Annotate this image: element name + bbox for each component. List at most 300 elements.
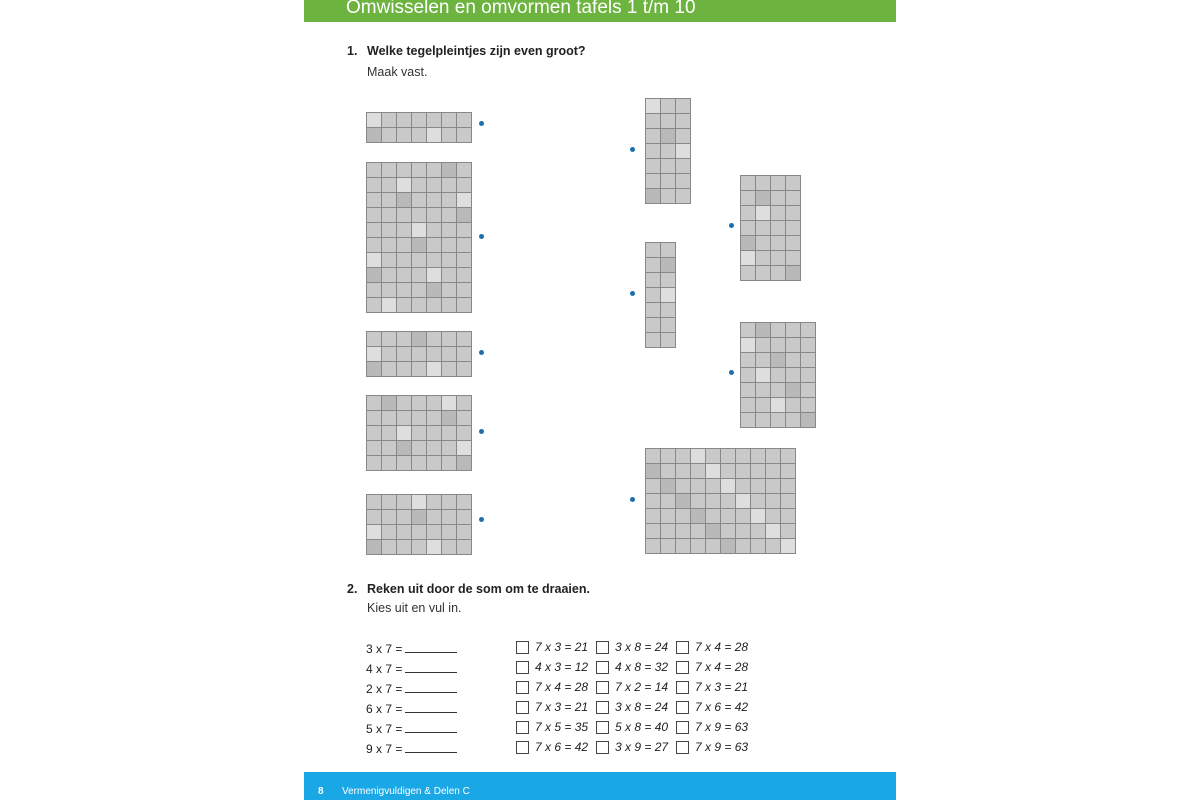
- tile: [756, 266, 770, 280]
- tile: [457, 332, 471, 346]
- tile: [756, 206, 770, 220]
- tile: [427, 113, 441, 127]
- tile: [442, 495, 456, 509]
- tile: [382, 411, 396, 425]
- option-label: 5 x 8 = 40: [615, 720, 669, 734]
- option-checkbox[interactable]: [676, 641, 689, 654]
- tile: [661, 189, 675, 203]
- tile: [367, 208, 381, 222]
- tile: [736, 524, 750, 538]
- page-title: Omwisselen en omvormen tafels 1 t/m 10: [346, 0, 696, 18]
- answer-blank[interactable]: [405, 722, 457, 733]
- tile: [766, 509, 780, 523]
- tile: [397, 347, 411, 361]
- answer-option[interactable]: [676, 720, 748, 734]
- tile-grid-right-4: [740, 322, 816, 428]
- answer-option[interactable]: [596, 640, 668, 654]
- tile: [646, 174, 660, 188]
- tile: [676, 464, 690, 478]
- option-checkbox[interactable]: [676, 721, 689, 734]
- tile: [367, 193, 381, 207]
- tile: [661, 99, 675, 113]
- tile: [771, 323, 785, 337]
- tile: [367, 298, 381, 312]
- exercise-prompt-text: 9 x 7 =: [366, 742, 403, 756]
- answer-option[interactable]: [596, 740, 668, 754]
- tile: [706, 479, 720, 493]
- tile: [427, 193, 441, 207]
- tile: [676, 479, 690, 493]
- tile: [382, 441, 396, 455]
- exercise-prompt-text: 3 x 7 =: [366, 642, 403, 656]
- tile: [412, 540, 426, 554]
- option-checkbox[interactable]: [516, 701, 529, 714]
- answer-option[interactable]: [596, 660, 668, 674]
- tile: [442, 113, 456, 127]
- tile: [771, 353, 785, 367]
- tile: [661, 509, 675, 523]
- connect-dot-right-2[interactable]: [729, 223, 734, 228]
- exercise-prompt: [366, 702, 457, 716]
- tile: [786, 251, 800, 265]
- tile: [367, 396, 381, 410]
- option-label: 7 x 9 = 63: [695, 740, 749, 754]
- tile: [412, 113, 426, 127]
- answer-option[interactable]: [676, 740, 748, 754]
- tile: [676, 144, 690, 158]
- tile: [646, 303, 660, 317]
- answer-option[interactable]: [596, 700, 668, 714]
- tile: [676, 539, 690, 553]
- connect-dot-right-1[interactable]: [630, 147, 635, 152]
- tile: [741, 413, 755, 427]
- exercise-prompt: [366, 682, 457, 696]
- tile: [756, 251, 770, 265]
- tile: [412, 268, 426, 282]
- tile: [427, 332, 441, 346]
- tile: [397, 525, 411, 539]
- option-checkbox[interactable]: [596, 741, 609, 754]
- tile: [412, 208, 426, 222]
- answer-blank[interactable]: [405, 682, 457, 693]
- tile: [427, 495, 441, 509]
- tile: [442, 510, 456, 524]
- tile-grid-left-3: [366, 331, 472, 377]
- option-label: 7 x 5 = 35: [535, 720, 589, 734]
- tile: [457, 510, 471, 524]
- answer-option[interactable]: [516, 720, 588, 734]
- tile: [646, 243, 660, 257]
- tile: [781, 539, 795, 553]
- tile: [442, 332, 456, 346]
- tile: [427, 223, 441, 237]
- tile: [427, 441, 441, 455]
- tile: [771, 236, 785, 250]
- answer-option[interactable]: [516, 740, 588, 754]
- tile: [741, 338, 755, 352]
- page-header: [304, 0, 896, 22]
- tile: [397, 253, 411, 267]
- tile: [412, 332, 426, 346]
- tile: [736, 449, 750, 463]
- tile: [646, 494, 660, 508]
- option-checkbox[interactable]: [676, 701, 689, 714]
- answer-option[interactable]: [516, 700, 588, 714]
- tile: [412, 193, 426, 207]
- tile: [766, 494, 780, 508]
- tile: [397, 441, 411, 455]
- option-checkbox[interactable]: [596, 681, 609, 694]
- answer-blank[interactable]: [405, 662, 457, 673]
- tile: [756, 353, 770, 367]
- tile: [756, 236, 770, 250]
- tile: [661, 273, 675, 287]
- option-label: 4 x 3 = 12: [535, 660, 589, 674]
- tile: [661, 539, 675, 553]
- tile: [442, 193, 456, 207]
- tile-grid-right-1: [645, 98, 691, 204]
- tile: [676, 494, 690, 508]
- tile: [382, 362, 396, 376]
- tile: [801, 353, 815, 367]
- tile: [382, 495, 396, 509]
- tile: [781, 494, 795, 508]
- page-footer: [304, 772, 896, 800]
- option-checkbox[interactable]: [516, 661, 529, 674]
- tile: [771, 383, 785, 397]
- tile: [741, 191, 755, 205]
- tile: [661, 144, 675, 158]
- answer-option[interactable]: [516, 680, 588, 694]
- tile: [457, 525, 471, 539]
- tile: [442, 298, 456, 312]
- tile: [786, 338, 800, 352]
- tile: [382, 208, 396, 222]
- tile: [382, 253, 396, 267]
- tile: [442, 223, 456, 237]
- connect-dot-right-4[interactable]: [729, 370, 734, 375]
- tile: [646, 318, 660, 332]
- tile: [412, 178, 426, 192]
- tile: [427, 426, 441, 440]
- option-label: 3 x 8 = 24: [615, 700, 669, 714]
- tile: [442, 268, 456, 282]
- connect-dot-left-1[interactable]: [479, 121, 484, 126]
- connect-dot-left-2[interactable]: [479, 234, 484, 239]
- tile: [382, 540, 396, 554]
- tile: [781, 524, 795, 538]
- tile: [741, 221, 755, 235]
- tile: [766, 449, 780, 463]
- tile: [382, 238, 396, 252]
- answer-option[interactable]: [676, 700, 748, 714]
- tile: [771, 206, 785, 220]
- tile: [442, 396, 456, 410]
- tile: [691, 509, 705, 523]
- tile: [646, 524, 660, 538]
- connect-dot-right-5[interactable]: [630, 497, 635, 502]
- tile: [756, 338, 770, 352]
- tile: [736, 539, 750, 553]
- tile: [442, 525, 456, 539]
- connect-dot-left-5[interactable]: [479, 517, 484, 522]
- tile: [397, 193, 411, 207]
- tile: [382, 298, 396, 312]
- question-2-number: 2.: [347, 582, 358, 596]
- tile: [646, 258, 660, 272]
- tile: [741, 353, 755, 367]
- tile: [781, 509, 795, 523]
- tile: [646, 449, 660, 463]
- tile: [442, 426, 456, 440]
- tile: [741, 323, 755, 337]
- option-checkbox[interactable]: [596, 641, 609, 654]
- tile: [801, 368, 815, 382]
- tile: [751, 524, 765, 538]
- question-2-title: Reken uit door de som om te draaien.: [367, 582, 590, 596]
- tile: [781, 479, 795, 493]
- tile: [661, 318, 675, 332]
- tile: [721, 509, 735, 523]
- option-checkbox[interactable]: [596, 721, 609, 734]
- tile: [676, 524, 690, 538]
- tile: [646, 99, 660, 113]
- tile: [457, 283, 471, 297]
- tile: [412, 411, 426, 425]
- tile: [457, 208, 471, 222]
- tile: [367, 163, 381, 177]
- tile: [721, 494, 735, 508]
- tile: [442, 128, 456, 142]
- option-label: 7 x 4 = 28: [695, 640, 749, 654]
- tile: [382, 223, 396, 237]
- tile: [741, 368, 755, 382]
- option-checkbox[interactable]: [516, 741, 529, 754]
- tile: [427, 540, 441, 554]
- tile: [676, 174, 690, 188]
- tile: [367, 525, 381, 539]
- tile: [786, 323, 800, 337]
- tile: [457, 298, 471, 312]
- tile: [367, 362, 381, 376]
- answer-blank[interactable]: [405, 742, 457, 753]
- tile: [457, 362, 471, 376]
- tile: [457, 178, 471, 192]
- tile: [412, 347, 426, 361]
- tile: [397, 332, 411, 346]
- tile: [691, 524, 705, 538]
- tile: [751, 464, 765, 478]
- answer-option[interactable]: [676, 680, 748, 694]
- tile: [661, 479, 675, 493]
- tile: [661, 303, 675, 317]
- tile: [691, 464, 705, 478]
- option-checkbox[interactable]: [516, 641, 529, 654]
- tile: [801, 323, 815, 337]
- tile: [457, 441, 471, 455]
- tile: [736, 464, 750, 478]
- answer-option[interactable]: [516, 640, 588, 654]
- tile: [457, 238, 471, 252]
- tile: [661, 258, 675, 272]
- option-label: 3 x 9 = 27: [615, 740, 669, 754]
- option-checkbox[interactable]: [676, 741, 689, 754]
- option-label: 7 x 2 = 14: [615, 680, 669, 694]
- tile: [427, 347, 441, 361]
- tile: [367, 238, 381, 252]
- tile: [721, 539, 735, 553]
- answer-blank[interactable]: [405, 642, 457, 653]
- tile: [646, 273, 660, 287]
- tile: [367, 268, 381, 282]
- tile: [397, 362, 411, 376]
- option-checkbox[interactable]: [676, 661, 689, 674]
- exercise-prompt: [366, 642, 457, 656]
- tile: [382, 193, 396, 207]
- tile: [771, 398, 785, 412]
- option-checkbox[interactable]: [596, 661, 609, 674]
- tile: [736, 509, 750, 523]
- connect-dot-left-3[interactable]: [479, 350, 484, 355]
- tile: [457, 540, 471, 554]
- tile: [442, 283, 456, 297]
- tile: [397, 223, 411, 237]
- tile: [676, 159, 690, 173]
- answer-option[interactable]: [676, 640, 748, 654]
- option-checkbox[interactable]: [516, 721, 529, 734]
- tile: [427, 178, 441, 192]
- tile: [367, 223, 381, 237]
- tile: [801, 398, 815, 412]
- question-2-instruction: Kies uit en vul in.: [367, 601, 462, 615]
- option-checkbox[interactable]: [516, 681, 529, 694]
- exercise-prompt: [366, 742, 457, 756]
- option-checkbox[interactable]: [676, 681, 689, 694]
- tile: [367, 426, 381, 440]
- tile: [427, 362, 441, 376]
- tile: [801, 413, 815, 427]
- tile: [756, 413, 770, 427]
- exercise-prompt-text: 4 x 7 =: [366, 662, 403, 676]
- tile: [427, 396, 441, 410]
- tile: [457, 411, 471, 425]
- tile: [771, 266, 785, 280]
- tile: [646, 333, 660, 347]
- tile: [741, 176, 755, 190]
- tile: [676, 99, 690, 113]
- tile: [382, 396, 396, 410]
- option-label: 7 x 6 = 42: [695, 700, 749, 714]
- exercise-prompt: [366, 722, 457, 736]
- tile: [706, 509, 720, 523]
- tile: [646, 114, 660, 128]
- tile: [691, 539, 705, 553]
- tile: [397, 268, 411, 282]
- tile: [382, 128, 396, 142]
- tile: [382, 347, 396, 361]
- tile: [412, 283, 426, 297]
- tile: [661, 464, 675, 478]
- tile: [397, 283, 411, 297]
- option-label: 7 x 4 = 28: [535, 680, 589, 694]
- tile: [427, 208, 441, 222]
- tile: [442, 441, 456, 455]
- option-checkbox[interactable]: [596, 701, 609, 714]
- tile: [457, 495, 471, 509]
- tile: [427, 268, 441, 282]
- tile: [382, 510, 396, 524]
- tile: [397, 128, 411, 142]
- tile: [751, 509, 765, 523]
- tile: [741, 383, 755, 397]
- answer-option[interactable]: [596, 720, 668, 734]
- tile: [397, 113, 411, 127]
- tile: [367, 510, 381, 524]
- option-label: 7 x 4 = 28: [695, 660, 749, 674]
- tile: [457, 268, 471, 282]
- tile: [661, 333, 675, 347]
- tile: [661, 114, 675, 128]
- connect-dot-left-4[interactable]: [479, 429, 484, 434]
- tile: [397, 163, 411, 177]
- answer-option[interactable]: [516, 660, 588, 674]
- tile: [786, 176, 800, 190]
- tile: [676, 129, 690, 143]
- tile-grid-right-3: [645, 242, 676, 348]
- tile: [367, 347, 381, 361]
- tile: [781, 464, 795, 478]
- tile: [412, 525, 426, 539]
- answer-option[interactable]: [596, 680, 668, 694]
- tile: [442, 208, 456, 222]
- tile: [646, 288, 660, 302]
- tile-grid-left-4: [366, 395, 472, 471]
- tile: [427, 411, 441, 425]
- tile: [661, 449, 675, 463]
- tile: [661, 174, 675, 188]
- tile: [457, 163, 471, 177]
- tile: [741, 398, 755, 412]
- tile: [771, 221, 785, 235]
- tile: [412, 441, 426, 455]
- tile: [412, 426, 426, 440]
- tile: [397, 495, 411, 509]
- tile: [676, 114, 690, 128]
- tile: [412, 456, 426, 470]
- answer-option[interactable]: [676, 660, 748, 674]
- tile: [382, 456, 396, 470]
- tile: [786, 206, 800, 220]
- tile: [721, 479, 735, 493]
- tile: [756, 323, 770, 337]
- tile: [382, 113, 396, 127]
- tile: [412, 163, 426, 177]
- tile: [766, 479, 780, 493]
- tile: [661, 129, 675, 143]
- tile: [382, 178, 396, 192]
- tile: [771, 338, 785, 352]
- tile: [771, 251, 785, 265]
- answer-blank[interactable]: [405, 702, 457, 713]
- tile: [771, 191, 785, 205]
- tile: [367, 332, 381, 346]
- tile: [786, 266, 800, 280]
- tile: [397, 456, 411, 470]
- connect-dot-right-3[interactable]: [630, 291, 635, 296]
- tile: [751, 479, 765, 493]
- tile: [367, 441, 381, 455]
- tile: [646, 509, 660, 523]
